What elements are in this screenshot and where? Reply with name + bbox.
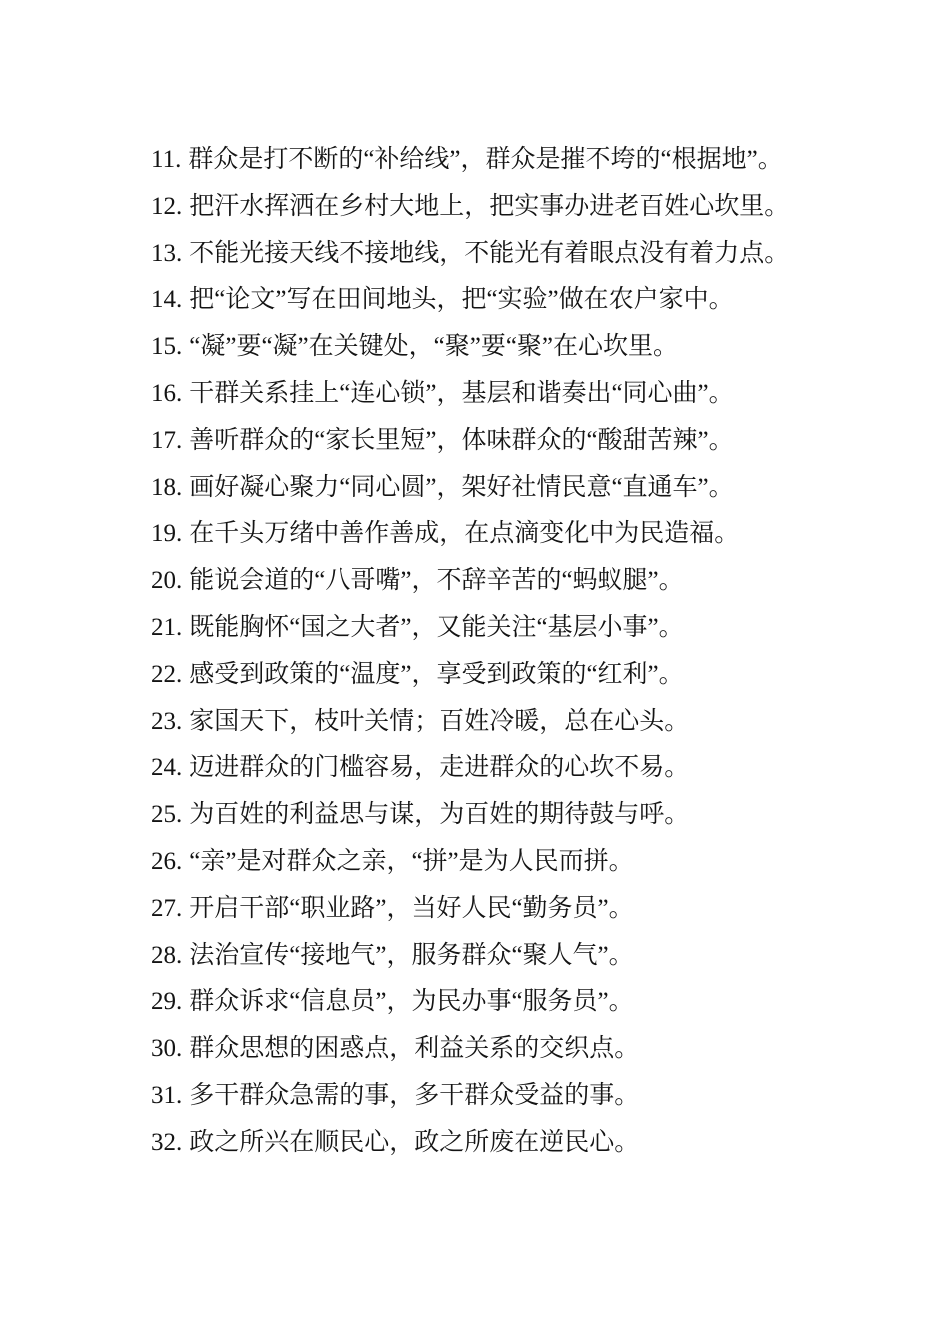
item-number: 32.: [151, 1128, 183, 1156]
item-number: 21.: [151, 613, 183, 641]
list-item-30: [113, 1026, 818, 1073]
item-text: 群众思想的困惑点，利益关系的交织点。: [189, 1035, 640, 1063]
list-item-16: [113, 371, 818, 418]
list-item-11: [113, 137, 818, 184]
list-item-32: [113, 1120, 818, 1167]
document-content: [113, 137, 818, 1167]
list-item-20: [113, 558, 818, 605]
list-item-29: [113, 979, 818, 1026]
item-text: “凝”要“凝”在关键处，“聚”要“聚”在心坎里。: [189, 333, 679, 361]
item-text: 能说会道的“八哥嘴”，不辞辛苦的“蚂蚁腿”。: [189, 567, 684, 595]
list-item-14: [113, 277, 818, 324]
item-number: 19.: [151, 520, 183, 548]
item-text: 政之所兴在顺民心，政之所废在逆民心。: [189, 1128, 640, 1156]
item-text: 把汗水挥洒在乡村大地上，把实事办进老百姓心坎里。: [189, 192, 790, 220]
item-number: 12.: [151, 192, 183, 220]
list-item-23: [113, 699, 818, 746]
item-number: 22.: [151, 660, 183, 688]
item-text: 善听群众的“家长里短”，体味群众的“酸甜苦辣”。: [189, 426, 734, 454]
item-text: 多干群众急需的事，多干群众受益的事。: [189, 1081, 640, 1109]
item-text: 群众是打不断的“补给线”，群众是摧不垮的“根据地”。: [188, 146, 783, 173]
item-number: 24.: [151, 754, 183, 782]
list-item-26: [113, 839, 818, 886]
item-number: 31.: [151, 1081, 183, 1109]
item-text: 干群关系挂上“连心锁”，基层和谐奏出“同心曲”。: [189, 379, 734, 407]
item-number: 11.: [151, 146, 182, 173]
item-number: 18.: [151, 473, 183, 501]
item-text: “亲”是对群众之亲，“拼”是为人民而拼。: [189, 847, 634, 875]
list-item-24: [113, 745, 818, 792]
list-item-17: [113, 418, 818, 465]
item-text: 法治宣传“接地气”，服务群众“聚人气”。: [189, 941, 634, 969]
item-number: 20.: [151, 567, 183, 595]
item-number: 28.: [151, 941, 183, 969]
item-text: 感受到政策的“温度”，享受到政策的“红利”。: [189, 660, 684, 688]
item-number: 30.: [151, 1035, 183, 1063]
item-number: 23.: [151, 707, 183, 735]
item-number: 16.: [151, 379, 183, 407]
list-item-22: [113, 652, 818, 699]
list-item-13: [113, 231, 818, 278]
item-number: 17.: [151, 426, 183, 454]
list-item-19: [113, 511, 818, 558]
item-text: 开启干部“职业路”，当好人民“勤务员”。: [189, 894, 634, 922]
list-item-27: [113, 886, 818, 933]
list-item-25: [113, 792, 818, 839]
item-text: 把“论文”写在田间地头，把“实验”做在农户家中。: [189, 286, 734, 314]
item-number: 29.: [151, 988, 183, 1016]
item-number: 14.: [151, 286, 183, 314]
item-number: 15.: [151, 333, 183, 361]
item-text: 不能光接天线不接地线，不能光有着眼点没有着力点。: [189, 239, 790, 267]
list-item-31: [113, 1073, 818, 1120]
list-item-28: [113, 933, 818, 980]
item-text: 为百姓的利益思与谋，为百姓的期待鼓与呼。: [189, 801, 690, 829]
item-number: 27.: [151, 894, 183, 922]
item-text: 家国天下，枝叶关情；百姓冷暖，总在心头。: [189, 707, 690, 735]
list-item-12: [113, 184, 818, 231]
item-text: 迈进群众的门槛容易，走进群众的心坎不易。: [189, 754, 690, 782]
list-item-15: [113, 324, 818, 371]
list-item-18: [113, 465, 818, 512]
item-text: 既能胸怀“国之大者”，又能关注“基层小事”。: [189, 613, 684, 641]
item-number: 13.: [151, 239, 183, 267]
item-text: 在千头万绪中善作善成，在点滴变化中为民造福。: [189, 520, 740, 548]
list-item-21: [113, 605, 818, 652]
item-number: 26.: [151, 847, 183, 875]
item-number: 25.: [151, 801, 183, 829]
item-text: 群众诉求“信息员”，为民办事“服务员”。: [189, 988, 634, 1016]
item-text: 画好凝心聚力“同心圆”，架好社情民意“直通车”。: [189, 473, 734, 501]
